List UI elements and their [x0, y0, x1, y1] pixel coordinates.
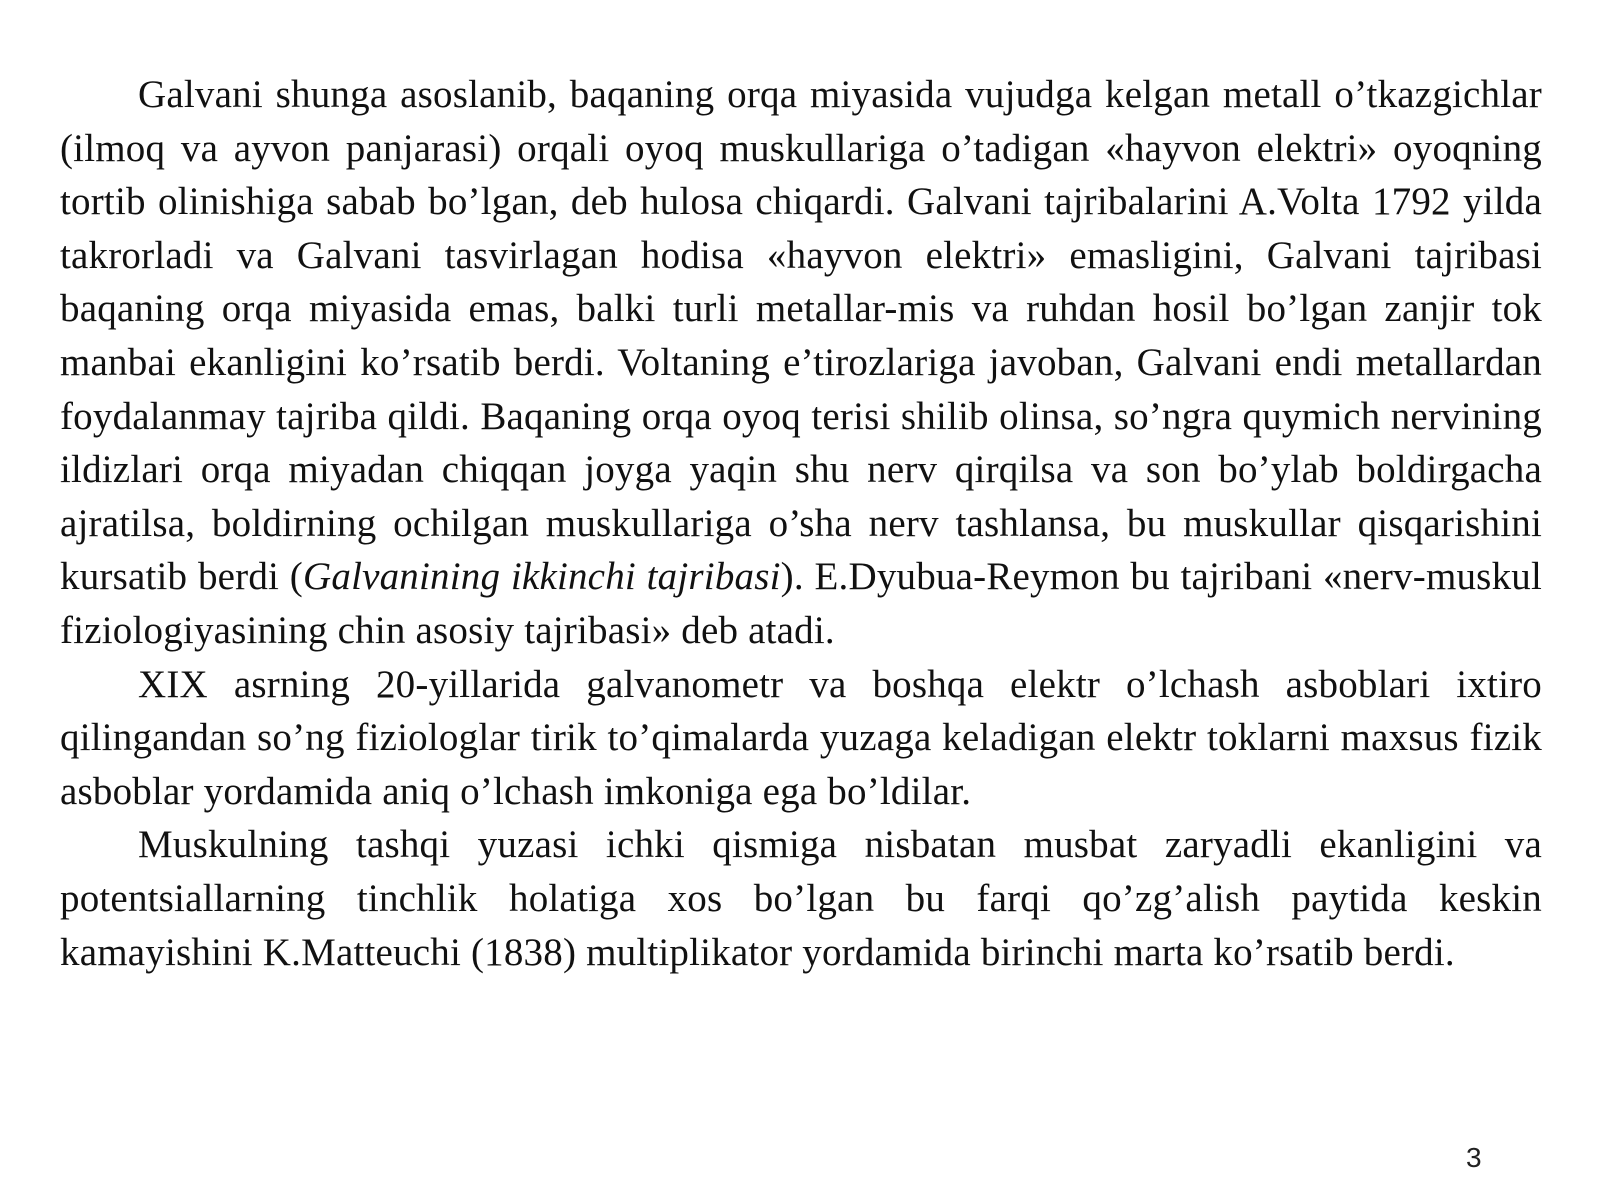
document-body	[60, 68, 1542, 979]
page-number: 3	[1466, 1142, 1482, 1173]
paragraph-text: Muskulning tashqi yuzasi ichki qismiga nisbatan musbat zaryadli ekanligini va potentsiallarning tinchlik holatiga xos bo’lgan bu farqi qo’zg’alish paytida keskin kamayishini K.Matteuchi (1838) multiplikator yordamida birinchi marta ko’rsatib berdi.	[60, 823, 1542, 974]
italic-term: Galvanining ikkinchi tajribasi	[303, 555, 781, 599]
paragraph-text-continued: ). E.Dyubua-Reymon bu tajribani «nerv-muskul fiziologiyasining chin asosiy tajribasi» deb atadi.	[60, 555, 1542, 652]
paragraph-galvani-experiment	[60, 68, 1542, 658]
paragraph-text: Galvani shunga asoslanib, baqaning orqa miyasida vujudga kelgan metall o’tkazgichlar (ilmoq va ayvon panjarasi) orqali oyoq muskullariga o’tadigan «hayvon elektri» oyoqning tortib olinishiga sabab bo’lgan, deb hulosa chiqardi. Galvani tajribalarini A.Volta 1792 yilda takrorladi va Galvani tasvirlagan hodisa «hayvon elektri» emasligini, Galvani tajribasi baqaning orqa miyasida emas, balki turli metallar-mis va ruhdan hosil bo’lgan zanjir tok manbai ekanligini ko’rsatib berdi. Voltaning e’tirozlariga javoban, Galvani endi metallardan foydalanmay tajriba qildi. Baqaning orqa oyoq terisi shilib olinsa, so’ngra quymich nervining ildizlari orqa miyadan chiqqan joyga yaqin shu nerv qirqilsa va son bo’ylab boldirgacha ajratilsa, boldirning ochilgan muskullariga o’sha nerv tashlansa, bu muskullar qisqarishini kursatib berdi (	[60, 73, 1542, 599]
paragraph-matteuchi	[60, 818, 1542, 979]
paragraph-galvanometer	[60, 658, 1542, 819]
paragraph-text: XIX asrning 20-yillarida galvanometr va boshqa elektr o’lchash asboblari ixtiro qilingandan so’ng fiziologlar tirik to’qimalarda yuzaga keladigan elektr toklarni maxsus fizik asboblar yordamida aniq o’lchash imkoniga ega bo’ldilar.	[60, 662, 1542, 813]
